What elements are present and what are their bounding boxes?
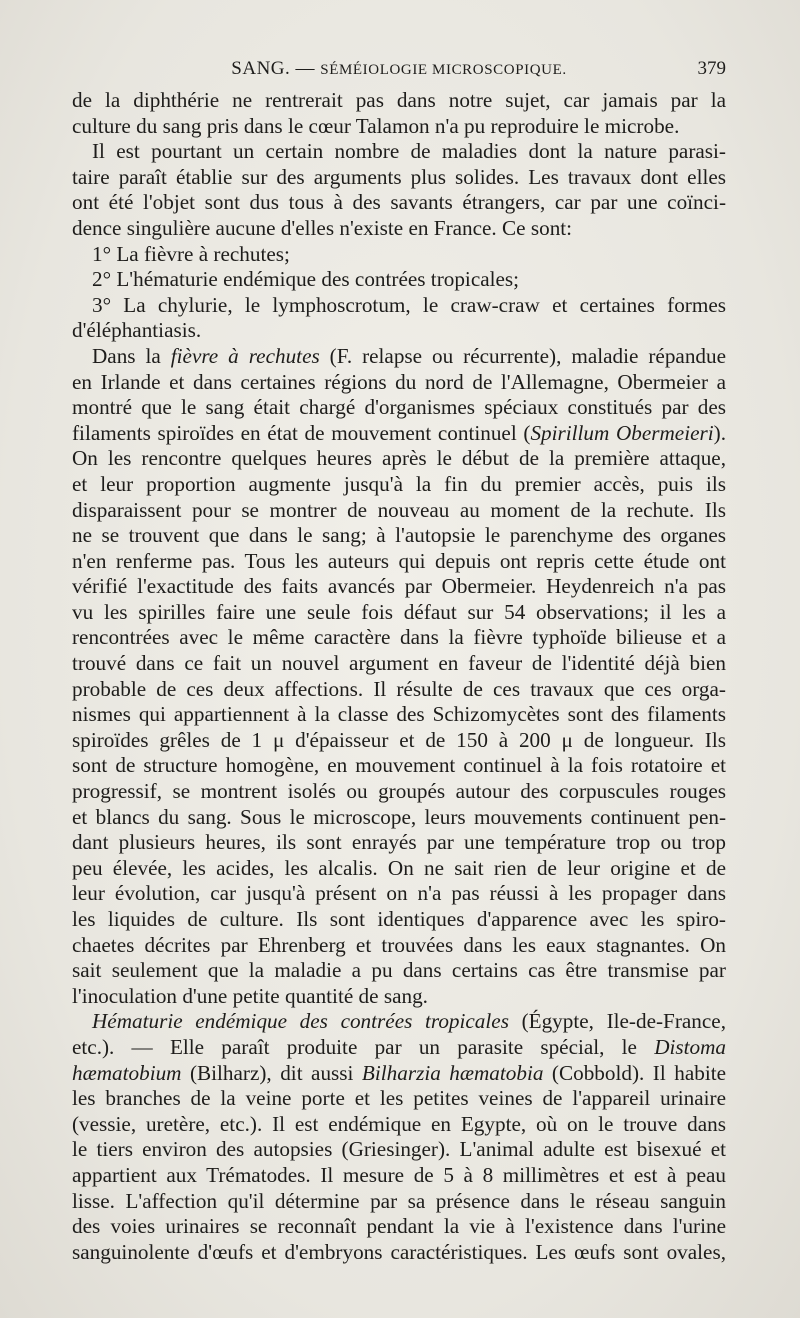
- text-segment: 1° La fièvre à rechutes;: [92, 241, 290, 266]
- text-segment: rencontrées avec le même caractère dans la fièvre typhoïde bilieuse et a: [72, 625, 726, 650]
- text-segment: spiroïdes grêles de 1 μ d'épaisseur et de 150 à 200 μ de longueur. Ils: [72, 727, 726, 752]
- text-line: [72, 1240, 726, 1266]
- text-segment: disparaissent pour se montrer de nouveau au moment de la rechute. Ils: [72, 497, 726, 522]
- text-segment: sont de structure homogène, en mouvement continuel à la fois rotatoire et: [72, 753, 726, 778]
- text-segment: etc.). — Elle paraît produite par un parasite spécial, le: [72, 1034, 655, 1059]
- text-segment: trouvé dans ce fait un nouvel argument en faveur de l'identité déjà bien: [72, 651, 726, 676]
- text-line: [72, 370, 726, 396]
- text-line: [72, 702, 726, 728]
- text-segment: chaetes décrites par Ehrenberg et trouvées dans les eaux stagnantes. On: [72, 932, 726, 957]
- text-line: [72, 651, 726, 677]
- text-line: [72, 1137, 726, 1163]
- text-segment: vu les spirilles faire une seule fois défaut sur 54 observations; il les a: [72, 599, 726, 624]
- text-segment: appartient aux Trématodes. Il mesure de 5 à 8 millimètres et est à peau: [72, 1162, 726, 1187]
- text-line: [72, 242, 726, 268]
- running-title-left: SANG. —: [231, 58, 321, 79]
- text-line: [72, 984, 726, 1010]
- text-segment: 3° La chylurie, le lymphoscrotum, le craw-craw et certaines formes: [92, 292, 726, 317]
- text-segment: des voies urinaires se reconnaît pendant la vie à l'existence dans l'urine: [72, 1214, 726, 1239]
- text-segment: On les rencontre quelques heures après le début de la première attaque,: [72, 446, 726, 471]
- text-line: [72, 881, 726, 907]
- text-segment: 2° L'hématurie endémique des contrées tropicales;: [92, 267, 520, 292]
- text-line: [72, 1189, 726, 1215]
- running-title: [72, 58, 726, 80]
- text-line: [72, 830, 726, 856]
- text-segment: (vessie, uretère, etc.). Il est endémique en Egypte, où on le trouve dans: [72, 1111, 726, 1136]
- text-segment: Il est pourtant un certain nombre de maladies dont la nature parasi-: [92, 139, 726, 164]
- text-segment: Dans la: [92, 343, 171, 368]
- text-segment: d'éléphantiasis.: [72, 318, 202, 343]
- text-line: [72, 805, 726, 831]
- text-segment: ne se trouvent que dans le sang; à l'autopsie le parenchyme des organes: [72, 523, 726, 548]
- text-segment: sait seulement que la maladie a pu dans certains cas être transmise par: [72, 958, 726, 983]
- text-line: [72, 600, 726, 626]
- italic-text: hæmatobium: [72, 1060, 182, 1085]
- text-line: [72, 165, 726, 191]
- text-line: [72, 1214, 726, 1240]
- text-segment: ont été l'objet sont dus tous à des savants étrangers, car par une coïnci-: [72, 190, 726, 215]
- text-line: [72, 1061, 726, 1087]
- text-segment: vérifié l'exactitude des faits avancés par Obermeier. Heydenreich n'a pas: [72, 574, 726, 599]
- text-line: [72, 779, 726, 805]
- text-line: [72, 1112, 726, 1138]
- text-segment: filaments spiroïdes en état de mouvement continuel (: [72, 420, 531, 445]
- text-line: [72, 753, 726, 779]
- text-line: [72, 139, 726, 165]
- text-line: [72, 1009, 726, 1035]
- text-segment: les branches de la veine porte et les petites veines de l'appareil urinaire: [72, 1086, 726, 1111]
- text-segment: sanguinolente d'œufs et d'embryons caractéristiques. Les œufs sont ovales,: [72, 1239, 726, 1264]
- text-segment: (Égypte, Ile-de-France,: [508, 1009, 726, 1034]
- page-number: 379: [697, 58, 726, 79]
- text-line: [72, 523, 726, 549]
- text-segment: (Cobbold). Il habite: [543, 1060, 726, 1085]
- running-title-right: SÉMÉIOLOGIE MICROSCOPIQUE.: [320, 62, 567, 78]
- text-segment: et leur proportion augmente jusqu'à la fin du premier accès, puis ils: [72, 471, 726, 496]
- text-segment: culture du sang pris dans le cœur Talamon n'a pu reproduire le microbe.: [72, 113, 680, 138]
- text-line: [72, 1035, 726, 1061]
- text-line: [72, 907, 726, 933]
- text-line: [72, 421, 726, 447]
- text-segment: les liquides de culture. Ils sont identiques d'apparence avec les spiro-: [72, 907, 726, 931]
- text-segment: (F. relapse ou récurrente), maladie répandue: [319, 343, 727, 368]
- text-line: [72, 318, 726, 344]
- text-segment: dence singulière aucune d'elles n'existe en France. Ce sont:: [72, 215, 573, 240]
- text-segment: et blancs du sang. Sous le microscope, leurs mouvements continuent pen-: [72, 804, 726, 829]
- running-head: [72, 58, 726, 84]
- italic-text: Hématurie endémique des contrées tropicales: [92, 1009, 509, 1034]
- text-line: [72, 677, 726, 703]
- text-line: [72, 958, 726, 984]
- italic-text: fièvre à rechutes: [170, 343, 320, 368]
- text-segment: n'en renferme pas. Tous les auteurs qui depuis ont repris cette étude ont: [72, 548, 726, 573]
- text-segment: probable de ces deux affections. Il résulte de ces travaux que ces orga-: [72, 676, 726, 701]
- text-line: [72, 344, 726, 370]
- text-segment: nismes qui appartiennent à la classe des Schizomycètes sont des filaments: [72, 702, 726, 727]
- text-segment: (Bilharz), dit aussi: [181, 1060, 362, 1085]
- italic-text: Bilharzia hæmatobia: [361, 1060, 544, 1085]
- text-segment: de la diphthérie ne rentrerait pas dans notre sujet, car jamais par la: [72, 88, 726, 112]
- text-segment: lisse. L'affection qu'il détermine par sa présence dans le réseau sanguin: [72, 1188, 726, 1213]
- text-line: [72, 293, 726, 319]
- text-line: [72, 395, 726, 421]
- text-line: [72, 88, 726, 114]
- text-line: [72, 446, 726, 472]
- text-segment: progressif, se montrent isolés ou groupés autour des corpuscules rouges: [72, 779, 726, 804]
- text-line: [72, 1086, 726, 1112]
- text-segment: le tiers environ des autopsies (Griesinger). L'animal adulte est bisexué et: [72, 1137, 726, 1162]
- text-line: [72, 549, 726, 575]
- italic-text: Spirillum Obermeieri: [530, 420, 714, 445]
- text-segment: l'inoculation d'une petite quantité de sang.: [72, 983, 428, 1008]
- text-segment: dant plusieurs heures, ils sont enrayés par une température trop ou trop: [72, 830, 726, 855]
- text-line: [72, 498, 726, 524]
- text-line: [72, 574, 726, 600]
- text-line: [72, 216, 726, 242]
- text-line: [72, 472, 726, 498]
- text-line: [72, 114, 726, 140]
- text-line: [72, 933, 726, 959]
- text-line: [72, 728, 726, 754]
- text-line: [72, 190, 726, 216]
- text-line: [72, 625, 726, 651]
- text-segment: leur évolution, car jusqu'à présent on n'a pas réussi à les propager dans: [72, 881, 726, 906]
- text-line: [72, 267, 726, 293]
- text-segment: taire paraît établie sur des arguments plus solides. Les travaux dont elles: [72, 164, 726, 189]
- text-line: [72, 1163, 726, 1189]
- text-segment: ).: [713, 420, 726, 445]
- body-text: [72, 88, 726, 1265]
- text-segment: peu élevée, les acides, les alcalis. On ne sait rien de leur origine et de: [72, 855, 726, 880]
- text-line: [72, 856, 726, 882]
- text-segment: en Irlande et dans certaines régions du nord de l'Allemagne, Obermeier a: [72, 369, 726, 394]
- italic-text: Distoma: [654, 1034, 726, 1059]
- text-segment: montré que le sang était chargé d'organismes spéciaux constitués par des: [72, 395, 726, 420]
